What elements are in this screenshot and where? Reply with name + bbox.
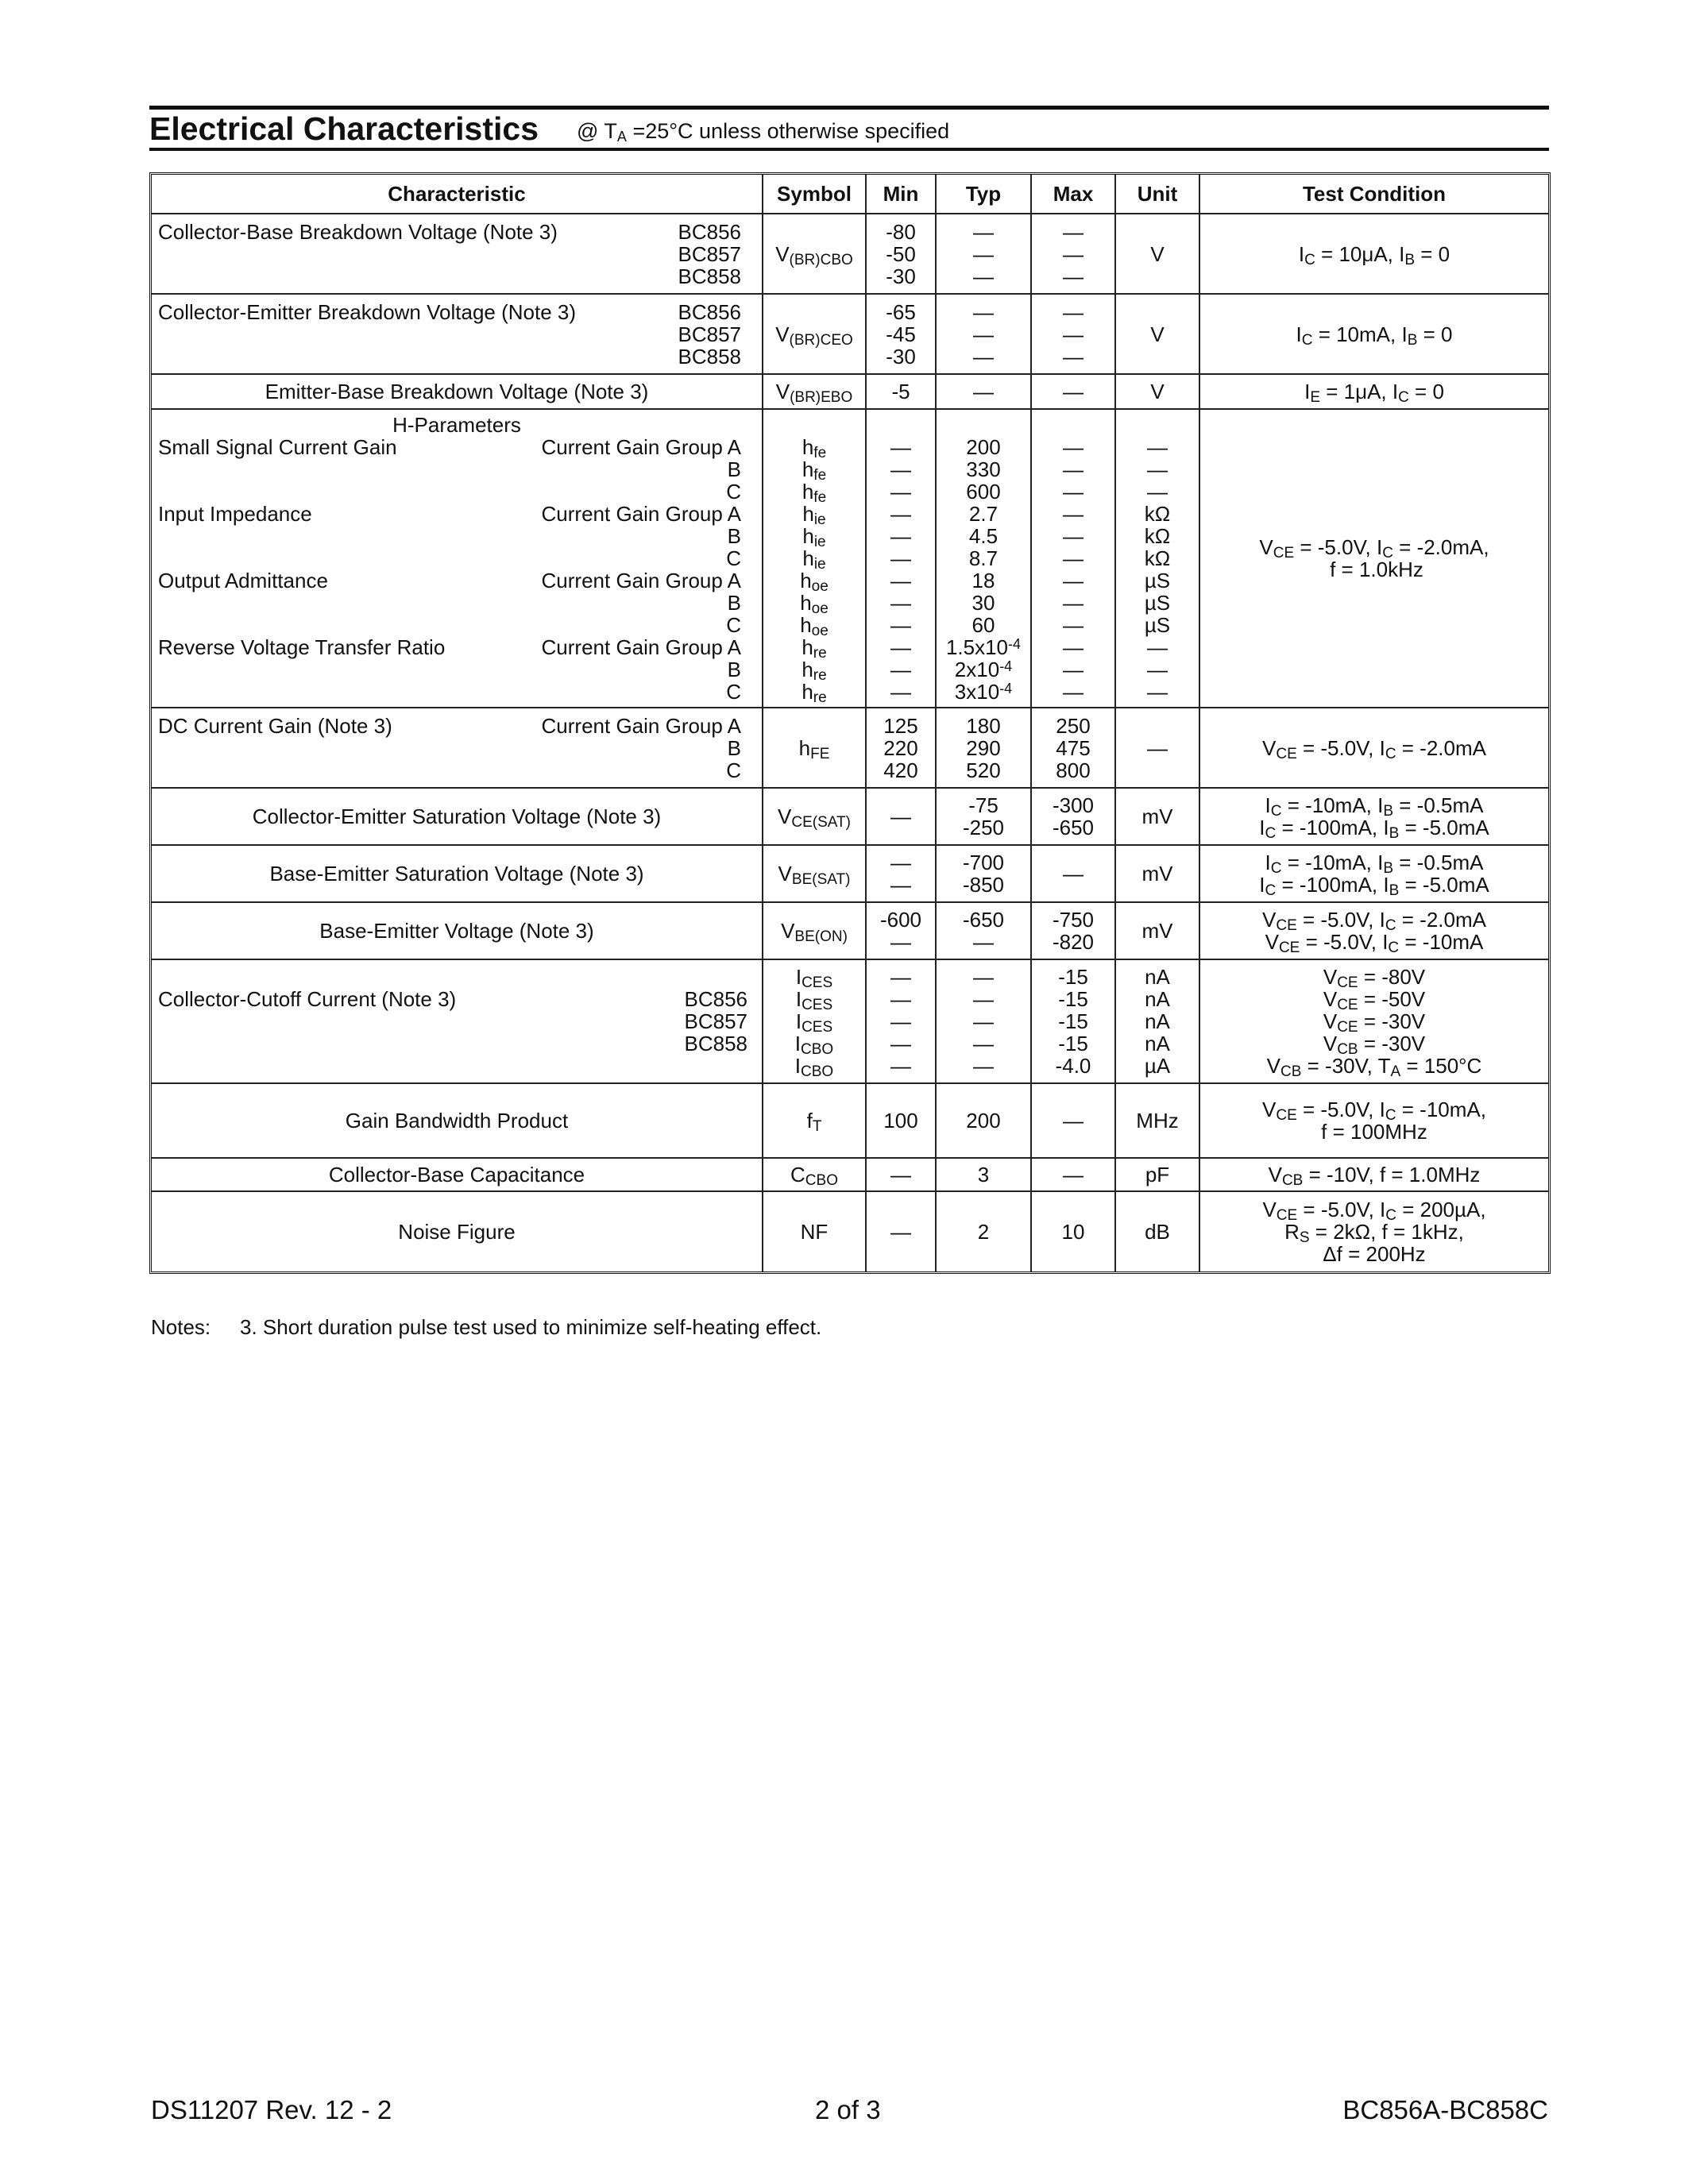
unit-cell: V — [1116, 214, 1200, 295]
h-parameter-typ: 330 — [966, 457, 1001, 481]
symbol-cell — [763, 410, 867, 708]
h-parameter-min: — — [890, 502, 911, 526]
h-parameter-label-row — [158, 569, 755, 592]
max-cell: 250 475 800 — [1032, 708, 1116, 789]
cutoff-max: -15 — [1058, 965, 1088, 989]
h-parameter-symbol: $h_{ie}$ — [802, 546, 826, 573]
typ-cell: 180 290 520 — [937, 708, 1032, 789]
min-cell: -5 — [867, 375, 937, 410]
symbol-cell: NF — [763, 1192, 867, 1271]
cutoff-test-condition: $V_{CE} = -50V$ — [1323, 987, 1426, 1013]
cutoff-test-condition: $V_{CE} = -80V$ — [1323, 965, 1426, 991]
min-cell: — — — [867, 846, 937, 903]
h-parameter-max: — — [1063, 680, 1083, 704]
cutoff-max: -15 — [1058, 987, 1088, 1011]
h-parameter-label-row — [158, 436, 755, 458]
h-parameter-typ: 2.7 — [968, 502, 999, 526]
characteristic-cell: Collector-Emitter Saturation Voltage (Note 3) — [152, 789, 763, 846]
h-parameter-min: — — [890, 613, 911, 637]
current-gain-group: C — [726, 680, 741, 704]
col-typ: Typ — [937, 175, 1032, 214]
cutoff-typ: — — [973, 1054, 994, 1078]
typ-cell: 2 — [937, 1192, 1032, 1271]
min-cell: 100 — [867, 1084, 937, 1159]
h-parameter-min: — — [890, 435, 911, 459]
h-parameter-unit: — — [1147, 435, 1168, 459]
h-parameter-label-row — [158, 547, 755, 569]
h-parameter-symbol: $h_{fe}$ — [802, 457, 827, 484]
current-gain-group: C — [726, 613, 741, 637]
notes: Notes: 3. Short duration pulse test used to minimize self-heating effect. — [151, 1315, 822, 1339]
typ-cell: — — [937, 375, 1032, 410]
cutoff-symbol: $I_{CBO}$ — [794, 1032, 834, 1058]
test-condition-cell: $V_{CE} = -5.0V$, $I_C = -2.0mA$, f = 1.0kHz — [1200, 410, 1548, 708]
unit-cell: V — [1116, 375, 1200, 410]
h-parameter-typ: 60 — [971, 613, 995, 637]
test-condition-cell: $V_{CE} = -5.0V$, $I_C = 200\mu A$, $R_S = 2k\Omega$, f = 1kHz, Δf = 200Hz — [1262, 1198, 1486, 1266]
max-cell — [1032, 410, 1116, 708]
current-gain-group: B — [727, 658, 741, 681]
typ-cell: 3 — [937, 1159, 1032, 1192]
symbol-cell: $V_{CE(SAT)}$ — [763, 789, 867, 846]
max-cell: -750 -820 — [1032, 903, 1116, 960]
h-parameters-labels — [158, 436, 755, 703]
header-rule-bottom — [149, 148, 1549, 151]
cutoff-unit: µA — [1144, 1054, 1171, 1078]
characteristic-cell: Collector-Cutoff Current (Note 3) BC856 BC857 BC858 — [152, 960, 763, 1084]
unit-cell: — — [1116, 708, 1200, 789]
max-cell: — — [1032, 846, 1116, 903]
current-gain-group: C — [726, 546, 741, 570]
max-cell — [1032, 960, 1116, 1084]
h-parameter-max: — — [1063, 502, 1083, 526]
h-parameter-min: — — [890, 457, 911, 481]
h-parameter-unit: µS — [1144, 591, 1171, 615]
table-row — [152, 295, 1548, 375]
h-parameter-unit: — — [1147, 457, 1168, 481]
cutoff-test-condition: $V_{CB} = -30V$, $T_A = 150^\circ C$ — [1266, 1054, 1482, 1080]
max-cell: — — [1032, 1159, 1116, 1192]
symbol-cell: $V_{BE(ON)}$ — [763, 903, 867, 960]
unit-cell: MHz — [1116, 1084, 1200, 1159]
symbol-cell: $V_{(BR)CBO}$ — [763, 214, 867, 295]
table-row — [152, 1084, 1548, 1159]
cutoff-unit: nA — [1145, 965, 1170, 989]
min-cell: — — [867, 1192, 937, 1271]
h-parameter-symbol: $h_{oe}$ — [800, 569, 829, 595]
h-parameter-label-row — [158, 525, 755, 547]
cutoff-max: -4.0 — [1055, 1054, 1091, 1078]
h-parameter-symbol: $h_{ie}$ — [802, 524, 826, 550]
unit-cell: pF — [1116, 1159, 1200, 1192]
cutoff-min: — — [890, 1009, 911, 1033]
h-parameter-typ: 200 — [966, 435, 1001, 459]
unit-cell: mV — [1116, 903, 1200, 960]
test-condition-cell: $V_{CB} = -10V$, f = 1.0MHz — [1200, 1159, 1548, 1192]
h-parameter-label: Output Admittance — [158, 569, 328, 592]
max-cell: — — — — [1032, 295, 1116, 375]
typ-cell: — — — — [937, 295, 1032, 375]
test-condition-cell: $V_{CE} = -5.0V$, $I_C = -2.0mA$ — [1200, 708, 1548, 789]
h-parameter-unit: µS — [1144, 613, 1171, 637]
characteristic-cell: Base-Emitter Saturation Voltage (Note 3) — [152, 846, 763, 903]
h-parameter-symbol: $h_{oe}$ — [800, 613, 829, 639]
h-parameter-symbol: $h_{re}$ — [802, 680, 827, 706]
h-parameter-min: — — [890, 546, 911, 570]
h-parameter-symbol: $h_{fe}$ — [802, 435, 827, 461]
symbol-cell — [763, 960, 867, 1084]
h-parameter-typ: $3x10^{-4}$ — [954, 680, 1013, 704]
test-condition-cell: $I_C = 10mA$, $I_B = 0$ — [1200, 295, 1548, 375]
cutoff-typ: — — [973, 965, 994, 989]
h-parameter-label-row — [158, 658, 755, 681]
h-parameter-typ: $1.5x10^{-4}$ — [945, 635, 1022, 659]
h-parameter-max: — — [1063, 635, 1083, 659]
h-parameter-max: — — [1063, 658, 1083, 681]
test-condition-cell: $V_{CE} = -5.0V$, $I_C = -10mA$, f = 100MHz — [1200, 1084, 1548, 1159]
table-row — [152, 846, 1548, 903]
unit-cell — [1116, 960, 1200, 1084]
table-header-row — [152, 175, 1548, 214]
section-subtitle: @ $T_A =25^\circ C$ unless otherwise specified — [577, 119, 950, 145]
typ-cell: -700 -850 — [937, 846, 1032, 903]
col-test-condition: Test Condition — [1200, 175, 1548, 214]
h-parameter-label: Reverse Voltage Transfer Ratio — [158, 635, 446, 659]
h-parameter-label-row — [158, 480, 755, 503]
h-parameter-max: — — [1063, 613, 1083, 637]
h-parameter-symbol: $h_{re}$ — [802, 658, 827, 684]
test-condition-cell — [1200, 960, 1548, 1084]
h-parameter-symbol: $h_{re}$ — [802, 635, 827, 662]
h-parameter-unit: — — [1147, 658, 1168, 681]
table-row — [152, 214, 1548, 295]
cutoff-min: — — [890, 1054, 911, 1078]
max-cell: — — [1032, 1084, 1116, 1159]
symbol-cell: $V_{BE(SAT)}$ — [763, 846, 867, 903]
h-parameter-min: — — [890, 658, 911, 681]
h-parameter-unit: µS — [1144, 569, 1171, 592]
cutoff-test-condition: $V_{CE} = -30V$ — [1323, 1009, 1426, 1036]
unit-cell: dB — [1116, 1192, 1200, 1271]
symbol-cell: $V_{(BR)CEO}$ — [763, 295, 867, 375]
cutoff-max: -15 — [1058, 1032, 1088, 1055]
h-parameter-typ: 8.7 — [968, 546, 999, 570]
test-condition-cell: $I_C = -10mA$, $I_B = -0.5mA$ $I_C = -100mA$, $I_B = -5.0mA$ — [1200, 789, 1548, 846]
cutoff-unit: nA — [1145, 1032, 1170, 1055]
h-parameter-label-row — [158, 592, 755, 614]
h-parameter-symbol: $h_{ie}$ — [802, 502, 826, 528]
typ-cell: — — — — [937, 214, 1032, 295]
typ-cell — [937, 960, 1032, 1084]
cutoff-unit: nA — [1145, 987, 1170, 1011]
symbol-cell: $f_T$ — [763, 1084, 867, 1159]
col-unit: Unit — [1116, 175, 1200, 214]
test-condition-cell: $I_E = 1\mu A$, $I_C = 0$ — [1200, 375, 1548, 410]
symbol-cell: $V_{(BR)EBO}$ — [763, 375, 867, 410]
test-condition-cell: $I_C = 10\mu A$, $I_B = 0$ — [1200, 214, 1548, 295]
max-cell: — — — — [1032, 214, 1116, 295]
footer-page-number: 2 of 3 — [815, 2095, 881, 2124]
current-gain-group: Current Gain Group A — [541, 435, 741, 459]
characteristic-cell: Collector-Base Capacitance — [152, 1159, 763, 1192]
cutoff-typ: — — [973, 1009, 994, 1033]
h-parameter-label-row — [158, 458, 755, 480]
typ-cell: -650 — — [937, 903, 1032, 960]
h-parameter-min: — — [890, 524, 911, 548]
h-parameter-symbol: $h_{fe}$ — [802, 480, 827, 506]
current-gain-group: B — [727, 524, 741, 548]
min-cell: -600 — — [867, 903, 937, 960]
h-parameter-label-row — [158, 636, 755, 658]
cutoff-min: — — [890, 987, 911, 1011]
characteristic-cell: Collector-Base Breakdown Voltage (Note 3) BC856 BC857 BC858 — [152, 214, 763, 295]
col-min: Min — [867, 175, 937, 214]
table-row — [152, 903, 1548, 960]
section-title: Electrical Characteristics — [149, 110, 539, 147]
col-characteristic: Characteristic — [152, 175, 763, 214]
cutoff-test-condition: $V_{CB} = -30V$ — [1323, 1032, 1426, 1058]
max-cell: — — [1032, 375, 1116, 410]
current-gain-group: Current Gain Group A — [541, 502, 741, 526]
max-cell: 10 — [1032, 1192, 1116, 1271]
cutoff-unit: nA — [1145, 1009, 1170, 1033]
cutoff-min: — — [890, 1032, 911, 1055]
h-parameter-min: — — [890, 591, 911, 615]
h-parameter-typ: 30 — [971, 591, 995, 615]
h-parameter-symbol: $h_{oe}$ — [800, 591, 829, 617]
h-parameter-max: — — [1063, 591, 1083, 615]
h-parameter-min: — — [890, 635, 911, 659]
footer-document-number: DS11207 Rev. 12 - 2 — [151, 2095, 392, 2124]
h-parameter-max: — — [1063, 480, 1083, 504]
characteristic-cell: DC Current Gain (Note 3) Current Gain Group A B C — [152, 708, 763, 789]
current-gain-group: B — [727, 591, 741, 615]
cutoff-typ: — — [973, 987, 994, 1011]
typ-cell — [937, 410, 1032, 708]
min-cell: -80 -50 -30 — [867, 214, 937, 295]
cutoff-symbol: $I_{CES}$ — [795, 965, 833, 991]
cutoff-symbol: $I_{CES}$ — [795, 1009, 833, 1036]
test-condition-cell: $V_{CE} = -5.0V$, $I_C = -2.0mA$ $V_{CE} = -5.0V$, $I_C = -10mA$ — [1200, 903, 1548, 960]
characteristic-cell: Base-Emitter Voltage (Note 3) — [152, 903, 763, 960]
h-parameter-unit: kΩ — [1144, 524, 1171, 548]
h-parameter-max: — — [1063, 524, 1083, 548]
unit-cell — [1116, 410, 1200, 708]
h-parameter-unit: — — [1147, 480, 1168, 504]
table-row — [152, 410, 1548, 708]
unit-cell: mV — [1116, 789, 1200, 846]
cutoff-symbol: $I_{CES}$ — [795, 987, 833, 1013]
current-gain-group: B — [727, 457, 741, 481]
h-parameter-min: — — [890, 569, 911, 592]
symbol-cell: $h_{FE}$ — [763, 708, 867, 789]
cutoff-symbol: $I_{CBO}$ — [794, 1054, 834, 1080]
table-row — [152, 789, 1548, 846]
min-cell: 125 220 420 — [867, 708, 937, 789]
min-cell: -65 -45 -30 — [867, 295, 937, 375]
h-parameter-min: — — [890, 680, 911, 704]
characteristic-cell: Gain Bandwidth Product — [152, 1084, 763, 1159]
max-cell: -300 -650 — [1032, 789, 1116, 846]
h-parameter-typ: 600 — [966, 480, 1001, 504]
cutoff-min: — — [890, 965, 911, 989]
cutoff-typ: — — [973, 1032, 994, 1055]
h-parameter-unit: kΩ — [1144, 502, 1171, 526]
col-max: Max — [1032, 175, 1116, 214]
footer-part-number: BC856A-BC858C — [1342, 2095, 1548, 2124]
h-parameter-max: — — [1063, 569, 1083, 592]
symbol-cell: $C_{CBO}$ — [763, 1159, 867, 1192]
typ-cell: -75 -250 — [937, 789, 1032, 846]
h-parameter-typ: $2x10^{-4}$ — [954, 658, 1013, 681]
cutoff-max: -15 — [1058, 1009, 1088, 1033]
electrical-characteristics-table — [149, 172, 1551, 1274]
test-condition-cell: $I_C = -10mA$, $I_B = -0.5mA$ $I_C = -100mA$, $I_B = -5.0mA$ — [1200, 846, 1548, 903]
characteristic-cell: Emitter-Base Breakdown Voltage (Note 3) — [152, 375, 763, 410]
h-parameter-label-row — [158, 681, 755, 703]
characteristic-cell: Collector-Emitter Breakdown Voltage (Note 3) BC856 BC857 BC858 — [152, 295, 763, 375]
current-gain-group: Current Gain Group A — [541, 635, 741, 659]
h-parameter-typ: 4.5 — [968, 524, 999, 548]
table-row — [152, 1159, 1548, 1192]
h-parameters-heading: H-Parameters — [392, 413, 521, 437]
current-gain-group: Current Gain Group A — [541, 569, 741, 592]
min-cell: — — [867, 789, 937, 846]
table-row — [152, 960, 1548, 1084]
h-parameter-unit: — — [1147, 635, 1168, 659]
h-parameter-max: — — [1063, 546, 1083, 570]
table-row — [152, 1192, 1548, 1271]
h-parameter-label: Input Impedance — [158, 502, 312, 526]
min-cell — [867, 960, 937, 1084]
h-parameter-max: — — [1063, 457, 1083, 481]
min-cell: — — [867, 1159, 937, 1192]
table-row — [152, 708, 1548, 789]
characteristic-cell: Noise Figure — [152, 1192, 763, 1271]
min-cell — [867, 410, 937, 708]
table-row — [152, 375, 1548, 410]
h-parameter-label-row — [158, 614, 755, 636]
col-symbol: Symbol — [763, 175, 867, 214]
typ-cell: 200 — [937, 1084, 1032, 1159]
unit-cell: V — [1116, 295, 1200, 375]
current-gain-group: C — [726, 480, 741, 504]
h-parameter-unit: kΩ — [1144, 546, 1171, 570]
h-parameter-unit: — — [1147, 680, 1168, 704]
unit-cell: mV — [1116, 846, 1200, 903]
h-parameter-typ: 18 — [971, 569, 995, 592]
h-parameter-label: Small Signal Current Gain — [158, 435, 397, 459]
h-parameter-min: — — [890, 480, 911, 504]
characteristic-cell — [152, 410, 763, 708]
h-parameter-label-row — [158, 503, 755, 525]
h-parameter-max: — — [1063, 435, 1083, 459]
